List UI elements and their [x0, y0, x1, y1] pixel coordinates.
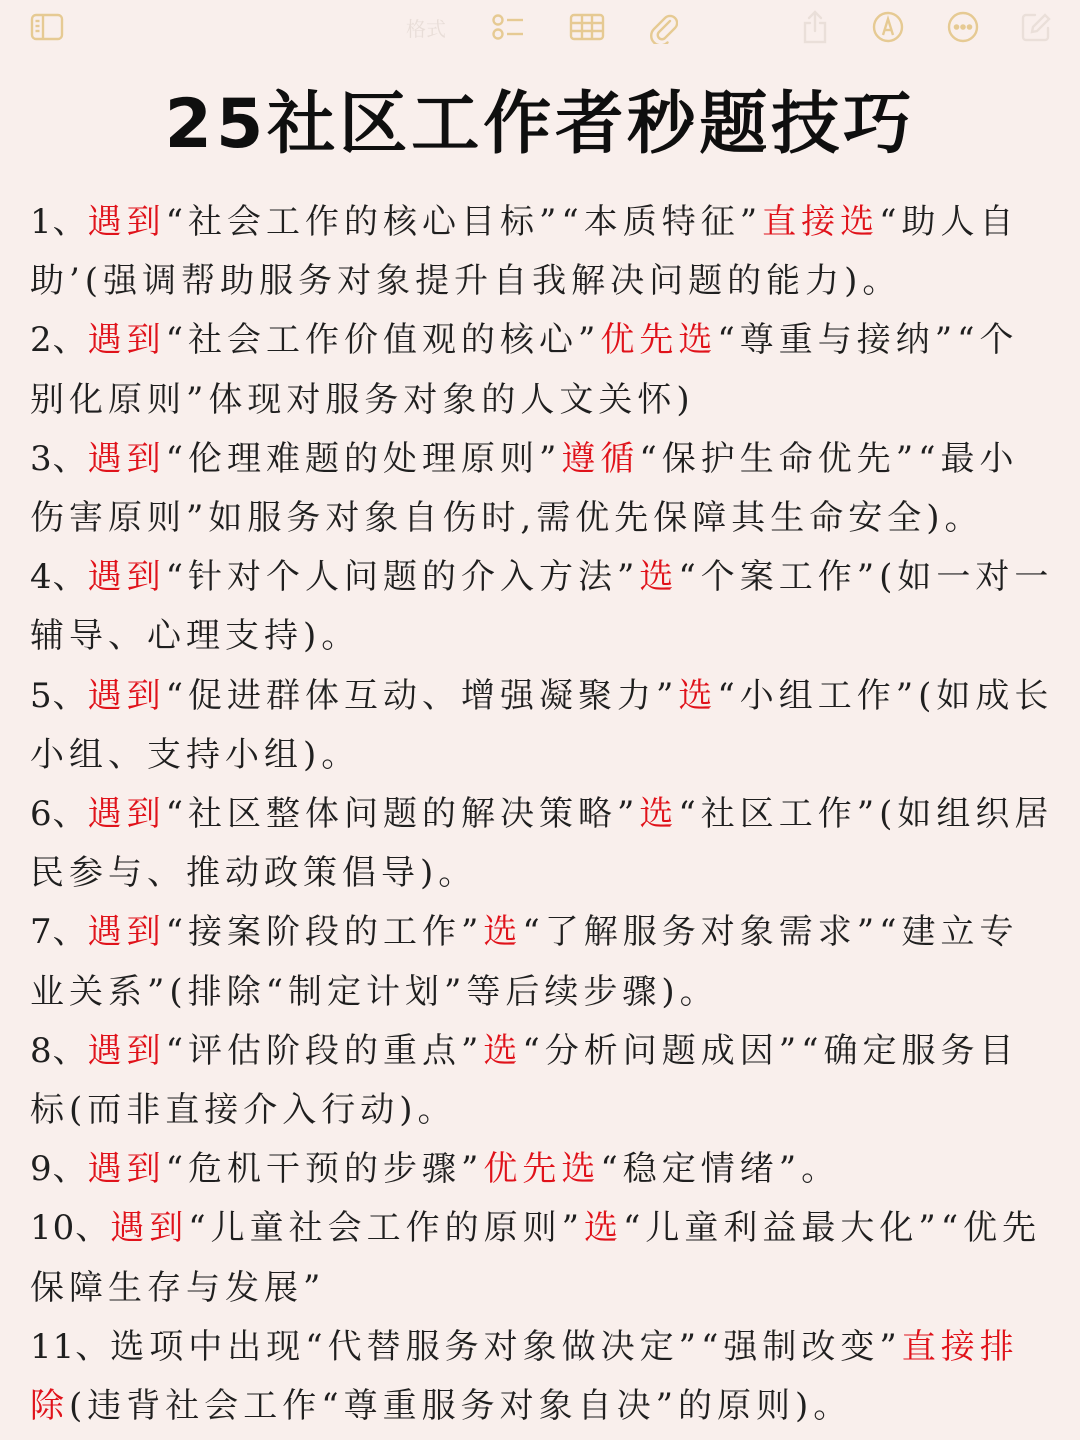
tip-item — [30, 311, 1055, 429]
tip-number: 10、 — [30, 1208, 111, 1249]
tip-number: 4、 — [30, 557, 88, 598]
tip-item — [30, 785, 1055, 903]
tip-item — [30, 903, 1055, 1021]
tips-list — [30, 193, 1055, 1436]
tip-answer-text: “保护生命优先”“最小伤害原则”如服务对象自伤时,需优先保障其生命安全)。 — [30, 438, 1019, 539]
tip-condition-text: “接案阶段的工作” — [165, 912, 484, 953]
format-label: 格式 — [406, 16, 446, 41]
tip-condition-text: “针对个人问题的介入方法” — [165, 557, 640, 598]
tip-action-text: 优先选 — [600, 320, 718, 361]
tip-item — [30, 1199, 1055, 1317]
tip-action-text: 选 — [639, 557, 679, 598]
tip-answer-text: “了解服务对象需求”“建立专业关系”(排除“制定计划”等后续步骤)。 — [30, 912, 1019, 1012]
tip-condition-text: “儿童社会工作的原则” — [188, 1208, 585, 1249]
tip-condition-text: “社区整体问题的解决策略” — [165, 794, 640, 835]
tip-action-text: 选 — [584, 1208, 624, 1249]
format-button[interactable] — [398, 10, 454, 44]
tip-action-text: 选 — [483, 912, 523, 953]
tip-answer-text: “社区工作”(如组织居民参与、推动政策倡导)。 — [30, 794, 1054, 894]
tip-item — [30, 193, 1055, 311]
tip-answer-text: “儿童利益最大化”“优先保障生存与发展” — [30, 1208, 1042, 1308]
page-title: 25社区工作者秒题技巧 — [164, 85, 916, 164]
tip-action-text: 直接选 — [762, 202, 880, 242]
tip-condition-text: 选项中出现“代替服务对象做决定”“强制改变” — [110, 1326, 902, 1367]
tip-item — [30, 1022, 1055, 1140]
checklist-icon[interactable] — [490, 10, 526, 44]
share-icon[interactable] — [800, 10, 830, 44]
tip-condition-text: “社会工作价值观的核心” — [165, 320, 601, 361]
tip-condition-text: “评估阶段的重点” — [165, 1030, 484, 1071]
tip-trigger-text: 遇到 — [87, 912, 166, 953]
tip-number: 9、 — [30, 1149, 88, 1190]
tip-trigger-text: 遇到 — [110, 1208, 189, 1249]
tip-condition-text: “社会工作的核心目标”“本质特征” — [165, 202, 763, 242]
tip-action-text: 直接排除 — [30, 1326, 1019, 1427]
sidebar-icon[interactable] — [28, 10, 66, 44]
tip-trigger-text: 遇到 — [87, 438, 166, 479]
tip-answer-text: “尊重与接纳”“个别化原则”体现对服务对象的人文关怀) — [30, 320, 1019, 420]
tip-item — [30, 430, 1055, 548]
tip-number: 5、 — [30, 675, 88, 716]
tip-answer-text: (违背社会工作“尊重服务对象自决”的原则)。 — [69, 1386, 853, 1427]
tip-answer-text: “个案工作”(如一对一辅导、心理支持)。 — [30, 557, 1054, 657]
tip-answer-text: “助人自助’(强调帮助服务对象提升自我解决问题的能力)。 — [30, 202, 1019, 302]
tip-number: 6、 — [30, 794, 88, 835]
tip-trigger-text: 遇到 — [87, 202, 166, 242]
tip-number: 11、 — [30, 1326, 111, 1367]
tip-item — [30, 667, 1055, 785]
tip-trigger-text: 遇到 — [87, 1149, 166, 1190]
tip-condition-text: “伦理难题的处理原则” — [165, 438, 562, 479]
tip-item — [30, 548, 1055, 666]
tip-trigger-text: 遇到 — [87, 794, 166, 835]
tip-item — [30, 1140, 1055, 1199]
notes-toolbar — [0, 0, 1080, 58]
tip-answer-text: “稳定情绪”。 — [600, 1149, 841, 1190]
tip-number: 8、 — [30, 1030, 88, 1071]
tip-number: 7、 — [30, 912, 88, 953]
tip-trigger-text: 遇到 — [87, 1030, 166, 1071]
table-icon[interactable] — [568, 10, 606, 44]
tip-trigger-text: 遇到 — [87, 675, 166, 716]
tip-action-text: 优先选 — [483, 1149, 601, 1190]
tip-action-text: 选 — [678, 675, 718, 716]
tip-item — [30, 1318, 1055, 1436]
markup-pen-icon[interactable] — [870, 10, 906, 44]
tip-action-text: 遵循 — [561, 438, 640, 479]
tip-answer-text: “小组工作”(如成长小组、支持小组)。 — [30, 675, 1054, 775]
tip-number: 1、 — [30, 202, 88, 242]
compose-icon[interactable] — [1020, 10, 1052, 44]
tip-action-text: 选 — [483, 1030, 523, 1071]
tip-number: 3、 — [30, 438, 88, 479]
tip-answer-text: “分析问题成因”“确定服务目标(而非直接介入行动)。 — [30, 1030, 1019, 1131]
tip-number: 2、 — [30, 320, 88, 361]
tip-condition-text: “促进群体互动、增强凝聚力” — [165, 675, 679, 716]
paperclip-icon[interactable] — [646, 10, 680, 44]
more-icon[interactable] — [945, 10, 981, 44]
tip-condition-text: “危机干预的步骤” — [165, 1149, 484, 1190]
tip-trigger-text: 遇到 — [87, 320, 166, 361]
tip-trigger-text: 遇到 — [87, 557, 166, 598]
tip-action-text: 选 — [639, 794, 679, 835]
